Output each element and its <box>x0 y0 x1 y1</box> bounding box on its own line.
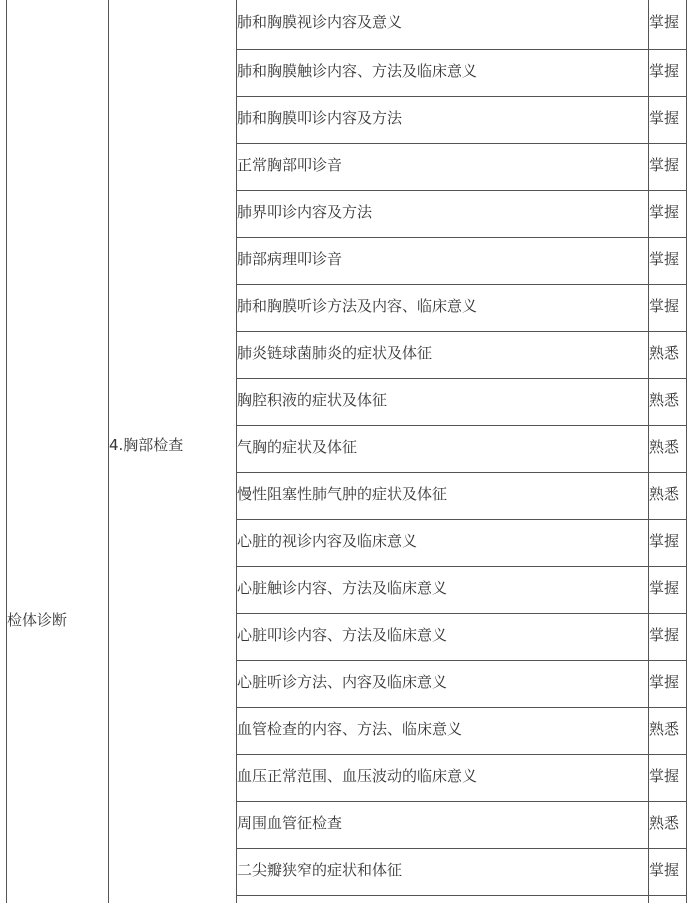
item-cell: 心脏触诊内容、方法及临床意义 <box>237 579 448 597</box>
table-row <box>236 849 687 896</box>
item-cell: 心脏的视诊内容及临床意义 <box>237 532 418 550</box>
table-row <box>236 50 687 97</box>
level-cell: 熟悉 <box>649 438 680 456</box>
table-row <box>236 144 687 191</box>
item-cell: 肺和胸膜视诊内容及意义 <box>237 13 403 31</box>
table-row <box>236 97 687 144</box>
table-row <box>236 191 687 238</box>
item-cell: 正常胸部叩诊音 <box>237 156 343 174</box>
item-cell: 肺和胸膜听诊方法及内容、临床意义 <box>237 297 478 315</box>
table-row <box>236 567 687 614</box>
level-cell: 熟悉 <box>649 814 680 832</box>
level-cell: 掌握 <box>649 861 680 879</box>
item-cell: 胸腔积液的症状及体征 <box>237 391 388 409</box>
table-rows <box>236 0 687 896</box>
level-cell: 掌握 <box>649 297 680 315</box>
item-cell: 肺和胸膜触诊内容、方法及临床意义 <box>237 62 478 80</box>
section-cell: 4.胸部检查 <box>109 436 184 454</box>
table-row <box>236 661 687 708</box>
item-cell: 肺炎链球菌肺炎的症状及体征 <box>237 344 433 362</box>
level-cell: 掌握 <box>649 13 680 31</box>
table-row <box>236 708 687 755</box>
level-cell: 掌握 <box>649 62 680 80</box>
table-border-left <box>6 0 7 903</box>
level-cell: 掌握 <box>649 532 680 550</box>
table-row <box>236 0 687 50</box>
item-cell: 心脏叩诊内容、方法及临床意义 <box>237 626 448 644</box>
level-cell: 熟悉 <box>649 344 680 362</box>
item-cell: 血压正常范围、血压波动的临床意义 <box>237 767 478 785</box>
table-row <box>236 802 687 849</box>
item-cell: 慢性阻塞性肺气肿的症状及体征 <box>237 485 448 503</box>
level-cell: 熟悉 <box>649 485 680 503</box>
table-row <box>236 614 687 661</box>
item-cell: 血管检查的内容、方法、临床意义 <box>237 720 463 738</box>
level-cell: 掌握 <box>649 156 680 174</box>
item-cell: 二尖瓣狭窄的症状和体征 <box>237 861 403 879</box>
table-row <box>236 238 687 285</box>
level-cell: 熟悉 <box>649 720 680 738</box>
table-row <box>236 520 687 567</box>
level-cell: 掌握 <box>649 109 680 127</box>
item-cell: 心脏听诊方法、内容及临床意义 <box>237 673 448 691</box>
level-cell: 掌握 <box>649 250 680 268</box>
table-row <box>236 426 687 473</box>
table-row <box>236 285 687 332</box>
level-cell: 掌握 <box>649 579 680 597</box>
item-cell: 肺部病理叩诊音 <box>237 250 343 268</box>
table-row <box>236 473 687 520</box>
item-cell: 肺和胸膜叩诊内容及方法 <box>237 109 403 127</box>
table-row <box>236 379 687 426</box>
level-cell: 掌握 <box>649 626 680 644</box>
level-cell: 掌握 <box>649 673 680 691</box>
level-cell: 掌握 <box>649 767 680 785</box>
item-cell: 周围血管征检查 <box>237 814 343 832</box>
category-cell: 检体诊断 <box>7 611 68 629</box>
table-row <box>236 332 687 379</box>
level-cell: 熟悉 <box>649 391 680 409</box>
item-cell: 肺界叩诊内容及方法 <box>237 203 373 221</box>
table-row <box>236 755 687 802</box>
item-cell: 气胸的症状及体征 <box>237 438 358 456</box>
level-cell: 掌握 <box>649 203 680 221</box>
